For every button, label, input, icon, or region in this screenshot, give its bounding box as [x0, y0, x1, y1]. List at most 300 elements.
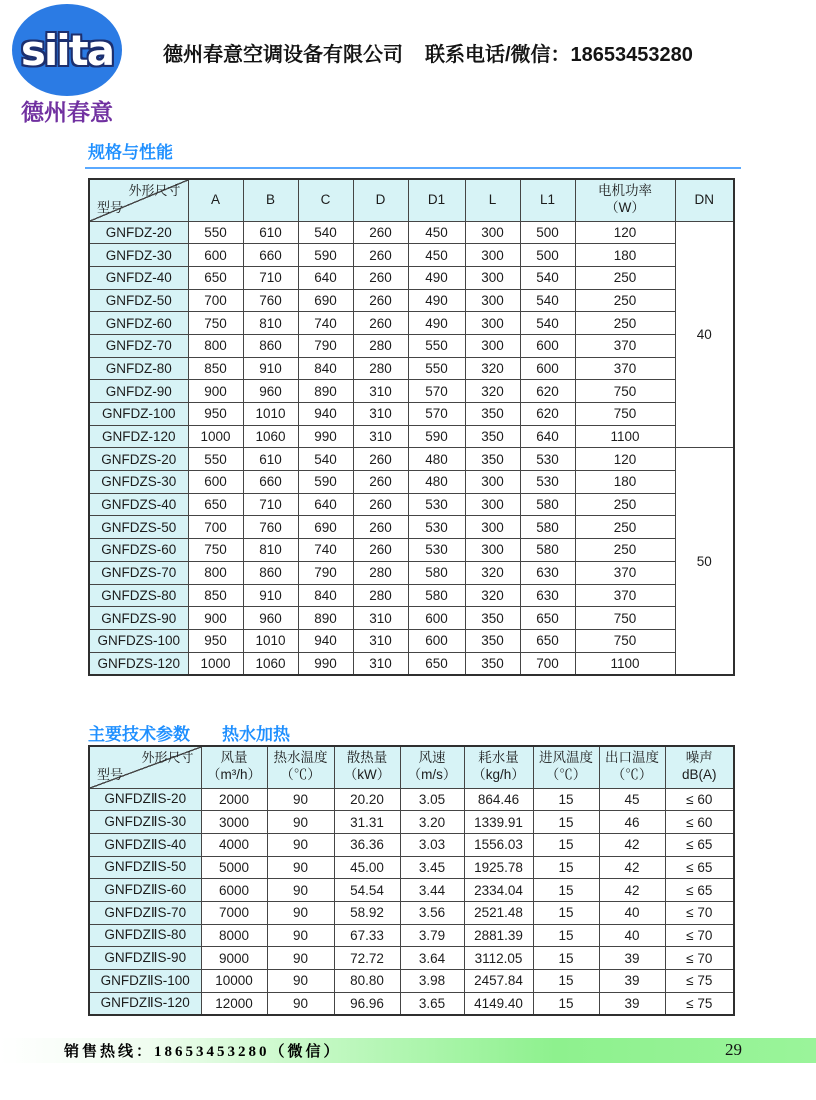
value-cell: 40	[599, 924, 665, 947]
table-row	[89, 879, 734, 902]
value-cell: 260	[353, 539, 408, 562]
value-cell: 370	[575, 584, 675, 607]
value-cell: 8000	[201, 924, 267, 947]
value-cell: 600	[188, 471, 243, 494]
value-cell: 950	[188, 403, 243, 426]
value-cell: 580	[520, 516, 575, 539]
value-cell: 650	[520, 607, 575, 630]
value-cell: 840	[298, 357, 353, 380]
value-cell: 860	[243, 561, 298, 584]
value-cell: 9000	[201, 947, 267, 970]
column-header: 噪声 dB(A)	[665, 746, 734, 788]
value-cell: 910	[243, 584, 298, 607]
value-cell: ≤ 60	[665, 788, 734, 811]
value-cell: 580	[408, 561, 465, 584]
section1-title-text: 规格与性能	[88, 143, 173, 162]
table-row	[89, 629, 734, 652]
value-cell: 630	[520, 584, 575, 607]
value-cell: 750	[575, 380, 675, 403]
value-cell: 90	[267, 811, 334, 834]
spec-table-body	[89, 221, 734, 675]
value-cell: 580	[520, 539, 575, 562]
value-cell: 40	[599, 901, 665, 924]
table-row	[89, 811, 734, 834]
model-cell: GNFDZS-70	[89, 561, 188, 584]
model-cell: GNFDZⅡS-60	[89, 879, 201, 902]
value-cell: 650	[188, 266, 243, 289]
value-cell: 620	[520, 403, 575, 426]
value-cell: 480	[408, 471, 465, 494]
model-cell: GNFDZS-20	[89, 448, 188, 471]
column-header: 散热量 （kW）	[334, 746, 400, 788]
value-cell: 36.36	[334, 833, 400, 856]
value-cell: 2457.84	[464, 970, 533, 993]
value-cell: 180	[575, 244, 675, 267]
value-cell: 300	[465, 539, 520, 562]
value-cell: 15	[533, 811, 599, 834]
value-cell: 45.00	[334, 856, 400, 879]
column-header: 风速 （m/s）	[400, 746, 464, 788]
value-cell: ≤ 70	[665, 924, 734, 947]
model-cell: GNFDZS-40	[89, 493, 188, 516]
value-cell: 710	[243, 493, 298, 516]
value-cell: 370	[575, 561, 675, 584]
value-cell: 2334.04	[464, 879, 533, 902]
value-cell: 260	[353, 221, 408, 244]
model-cell: GNFDZⅡS-90	[89, 947, 201, 970]
model-cell: GNFDZⅡS-70	[89, 901, 201, 924]
model-cell: GNFDZ-100	[89, 403, 188, 426]
table-row	[89, 970, 734, 993]
value-cell: 120	[575, 221, 675, 244]
value-cell: 960	[243, 607, 298, 630]
value-cell: 250	[575, 289, 675, 312]
value-cell: 600	[520, 334, 575, 357]
page-number: 29	[725, 1040, 742, 1059]
value-cell: 600	[408, 607, 465, 630]
value-cell: 740	[298, 312, 353, 335]
value-cell: 490	[408, 289, 465, 312]
table-row	[89, 947, 734, 970]
value-cell: 300	[465, 312, 520, 335]
column-header: C	[298, 179, 353, 221]
value-cell: 1000	[188, 425, 243, 448]
column-header: 进风温度 （℃）	[533, 746, 599, 788]
value-cell: 350	[465, 448, 520, 471]
value-cell: 1100	[575, 652, 675, 675]
table-row	[89, 403, 734, 426]
value-cell: 1010	[243, 403, 298, 426]
value-cell: 790	[298, 561, 353, 584]
contact-phone: 联系电话/微信：18653453280	[425, 44, 693, 66]
table-row	[89, 357, 734, 380]
value-cell: 6000	[201, 879, 267, 902]
value-cell: 640	[520, 425, 575, 448]
value-cell: 1339.91	[464, 811, 533, 834]
value-cell: 700	[188, 516, 243, 539]
value-cell: 3.98	[400, 970, 464, 993]
value-cell: 260	[353, 448, 408, 471]
dn-cell: 50	[675, 448, 734, 675]
column-header: 风量 （m³/h）	[201, 746, 267, 788]
value-cell: 750	[188, 539, 243, 562]
value-cell: 3000	[201, 811, 267, 834]
model-cell: GNFDZⅡS-80	[89, 924, 201, 947]
table-row	[89, 561, 734, 584]
value-cell: 660	[243, 244, 298, 267]
column-header: 出口温度 （℃）	[599, 746, 665, 788]
value-cell: 540	[298, 221, 353, 244]
value-cell: 90	[267, 833, 334, 856]
value-cell: 700	[520, 652, 575, 675]
table-row	[89, 425, 734, 448]
model-cell: GNFDZ-20	[89, 221, 188, 244]
column-header: D	[353, 179, 408, 221]
value-cell: 550	[188, 221, 243, 244]
value-cell: 310	[353, 380, 408, 403]
value-cell: 90	[267, 856, 334, 879]
value-cell: 310	[353, 629, 408, 652]
value-cell: 260	[353, 516, 408, 539]
model-cell: GNFDZⅡS-100	[89, 970, 201, 993]
value-cell: 650	[188, 493, 243, 516]
value-cell: 72.72	[334, 947, 400, 970]
value-cell: 180	[575, 471, 675, 494]
column-header: B	[243, 179, 298, 221]
value-cell: 310	[353, 403, 408, 426]
value-cell: 260	[353, 493, 408, 516]
table-row	[89, 992, 734, 1015]
value-cell: 39	[599, 992, 665, 1015]
model-cell: GNFDZS-100	[89, 629, 188, 652]
table-row	[89, 312, 734, 335]
value-cell: 810	[243, 539, 298, 562]
value-cell: 740	[298, 539, 353, 562]
value-cell: 890	[298, 607, 353, 630]
value-cell: 15	[533, 947, 599, 970]
value-cell: ≤ 70	[665, 947, 734, 970]
table-row	[89, 266, 734, 289]
column-header: 耗水量 （kg/h）	[464, 746, 533, 788]
value-cell: 840	[298, 584, 353, 607]
model-cell: GNFDZ-90	[89, 380, 188, 403]
value-cell: 550	[188, 448, 243, 471]
model-cell: GNFDZⅡS-50	[89, 856, 201, 879]
value-cell: 960	[243, 380, 298, 403]
value-cell: 910	[243, 357, 298, 380]
table-row	[89, 833, 734, 856]
value-cell: 600	[408, 629, 465, 652]
model-cell: GNFDZ-80	[89, 357, 188, 380]
value-cell: 610	[243, 448, 298, 471]
value-cell: 280	[353, 561, 408, 584]
value-cell: 280	[353, 584, 408, 607]
value-cell: ≤ 65	[665, 879, 734, 902]
value-cell: 630	[520, 561, 575, 584]
column-header: DN	[675, 179, 734, 221]
value-cell: 54.54	[334, 879, 400, 902]
value-cell: 940	[298, 403, 353, 426]
value-cell: 530	[520, 448, 575, 471]
value-cell: 300	[465, 244, 520, 267]
value-cell: 90	[267, 788, 334, 811]
value-cell: 4149.40	[464, 992, 533, 1015]
value-cell: 950	[188, 629, 243, 652]
model-cell: GNFDZⅡS-30	[89, 811, 201, 834]
value-cell: 15	[533, 970, 599, 993]
value-cell: 750	[188, 312, 243, 335]
value-cell: 300	[465, 266, 520, 289]
spec-table-header-row	[89, 179, 734, 221]
value-cell: 810	[243, 312, 298, 335]
table-row	[89, 289, 734, 312]
value-cell: 490	[408, 266, 465, 289]
column-header: D1	[408, 179, 465, 221]
model-cell: GNFDZS-60	[89, 539, 188, 562]
value-cell: 3.03	[400, 833, 464, 856]
sales-hotline: 销售热线：18653453280（微信）	[64, 1044, 342, 1060]
value-cell: 650	[520, 629, 575, 652]
table-row	[89, 244, 734, 267]
value-cell: 80.80	[334, 970, 400, 993]
value-cell: 864.46	[464, 788, 533, 811]
value-cell: 39	[599, 947, 665, 970]
value-cell: 320	[465, 561, 520, 584]
value-cell: 320	[465, 380, 520, 403]
value-cell: 350	[465, 652, 520, 675]
params-table-header-row	[89, 746, 734, 788]
value-cell: ≤ 60	[665, 811, 734, 834]
value-cell: 15	[533, 856, 599, 879]
value-cell: 260	[353, 266, 408, 289]
value-cell: 3.64	[400, 947, 464, 970]
value-cell: 3.20	[400, 811, 464, 834]
value-cell: 3.79	[400, 924, 464, 947]
value-cell: 710	[243, 266, 298, 289]
value-cell: 570	[408, 380, 465, 403]
value-cell: 7000	[201, 901, 267, 924]
value-cell: 700	[188, 289, 243, 312]
value-cell: 20.20	[334, 788, 400, 811]
value-cell: 15	[533, 901, 599, 924]
value-cell: 120	[575, 448, 675, 471]
table-row	[89, 901, 734, 924]
model-cell: GNFDZ-50	[89, 289, 188, 312]
value-cell: 540	[520, 289, 575, 312]
value-cell: 620	[520, 380, 575, 403]
value-cell: 940	[298, 629, 353, 652]
value-cell: 800	[188, 561, 243, 584]
value-cell: 4000	[201, 833, 267, 856]
value-cell: 990	[298, 652, 353, 675]
section1-underline	[85, 167, 741, 169]
value-cell: 15	[533, 992, 599, 1015]
corner-header-cell	[89, 746, 201, 788]
corner-label-model: 型号	[97, 767, 124, 783]
corner-label-dimensions: 外形尺寸	[141, 750, 194, 765]
value-cell: 550	[408, 357, 465, 380]
value-cell: 1060	[243, 425, 298, 448]
value-cell: 540	[298, 448, 353, 471]
value-cell: 320	[465, 584, 520, 607]
model-cell: GNFDZS-80	[89, 584, 188, 607]
value-cell: 640	[298, 493, 353, 516]
table-row	[89, 334, 734, 357]
value-cell: 320	[465, 357, 520, 380]
value-cell: ≤ 75	[665, 992, 734, 1015]
value-cell: 260	[353, 244, 408, 267]
value-cell: 900	[188, 607, 243, 630]
value-cell: 3.56	[400, 901, 464, 924]
value-cell: 590	[298, 244, 353, 267]
value-cell: 610	[243, 221, 298, 244]
value-cell: 280	[353, 357, 408, 380]
table-row	[89, 584, 734, 607]
value-cell: 580	[408, 584, 465, 607]
value-cell: 15	[533, 924, 599, 947]
spec-table	[88, 178, 735, 676]
value-cell: 480	[408, 448, 465, 471]
value-cell: 300	[465, 493, 520, 516]
model-cell: GNFDZ-70	[89, 334, 188, 357]
value-cell: 250	[575, 493, 675, 516]
value-cell: 350	[465, 607, 520, 630]
value-cell: 90	[267, 879, 334, 902]
value-cell: 590	[408, 425, 465, 448]
value-cell: 850	[188, 584, 243, 607]
value-cell: 370	[575, 357, 675, 380]
corner-label-dimensions: 外形尺寸	[128, 183, 181, 198]
table-row	[89, 652, 734, 675]
value-cell: 500	[520, 244, 575, 267]
value-cell: 90	[267, 924, 334, 947]
value-cell: 300	[465, 471, 520, 494]
value-cell: 300	[465, 516, 520, 539]
column-header: 热水温度 （℃）	[267, 746, 334, 788]
value-cell: 280	[353, 334, 408, 357]
value-cell: 350	[465, 425, 520, 448]
value-cell: 550	[408, 334, 465, 357]
company-name: 德州春意空调设备有限公司	[163, 44, 403, 66]
model-cell: GNFDZS-30	[89, 471, 188, 494]
value-cell: 530	[408, 493, 465, 516]
value-cell: 1010	[243, 629, 298, 652]
column-header: 电机功率 （W）	[575, 179, 675, 221]
model-cell: GNFDZS-120	[89, 652, 188, 675]
value-cell: 3.45	[400, 856, 464, 879]
value-cell: 46	[599, 811, 665, 834]
value-cell: 42	[599, 856, 665, 879]
table-row	[89, 516, 734, 539]
value-cell: ≤ 65	[665, 833, 734, 856]
value-cell: 1925.78	[464, 856, 533, 879]
value-cell: 1556.03	[464, 833, 533, 856]
value-cell: 96.96	[334, 992, 400, 1015]
table-row	[89, 448, 734, 471]
table-row	[89, 856, 734, 879]
table-row	[89, 607, 734, 630]
logo-wordmark: siita	[20, 25, 114, 75]
logo-chinese-name: 德州春意	[21, 99, 113, 125]
params-table-body	[89, 788, 734, 1015]
model-cell: GNFDZ-40	[89, 266, 188, 289]
value-cell: 3.44	[400, 879, 464, 902]
value-cell: 600	[188, 244, 243, 267]
value-cell: 3112.05	[464, 947, 533, 970]
value-cell: 15	[533, 788, 599, 811]
value-cell: 31.31	[334, 811, 400, 834]
value-cell: 650	[408, 652, 465, 675]
value-cell: 860	[243, 334, 298, 357]
value-cell: 590	[298, 471, 353, 494]
value-cell: 310	[353, 652, 408, 675]
value-cell: ≤ 70	[665, 901, 734, 924]
model-cell: GNFDZⅡS-40	[89, 833, 201, 856]
value-cell: 260	[353, 471, 408, 494]
value-cell: 12000	[201, 992, 267, 1015]
value-cell: 67.33	[334, 924, 400, 947]
section2-title-left: 主要技术参数	[88, 725, 190, 744]
company-logo	[12, 4, 122, 96]
value-cell: 660	[243, 471, 298, 494]
value-cell: 300	[465, 289, 520, 312]
value-cell: 45	[599, 788, 665, 811]
table-row	[89, 788, 734, 811]
value-cell: 90	[267, 992, 334, 1015]
value-cell: 42	[599, 833, 665, 856]
table-row	[89, 924, 734, 947]
value-cell: 90	[267, 947, 334, 970]
value-cell: 10000	[201, 970, 267, 993]
value-cell: 490	[408, 312, 465, 335]
value-cell: 760	[243, 516, 298, 539]
value-cell: 790	[298, 334, 353, 357]
value-cell: 300	[465, 334, 520, 357]
section-title-params	[88, 720, 290, 745]
dn-cell: 40	[675, 221, 734, 448]
value-cell: 5000	[201, 856, 267, 879]
value-cell: 750	[575, 403, 675, 426]
model-cell: GNFDZS-50	[89, 516, 188, 539]
footer-bar	[0, 1038, 816, 1063]
value-cell: 250	[575, 516, 675, 539]
column-header: L1	[520, 179, 575, 221]
value-cell: 90	[267, 970, 334, 993]
model-cell: GNFDZ-120	[89, 425, 188, 448]
value-cell: 450	[408, 244, 465, 267]
params-table	[88, 745, 735, 1016]
value-cell: 530	[520, 471, 575, 494]
value-cell: 250	[575, 266, 675, 289]
value-cell: 90	[267, 901, 334, 924]
section-title-specs	[88, 138, 173, 163]
table-row	[89, 380, 734, 403]
value-cell: 900	[188, 380, 243, 403]
value-cell: 750	[575, 607, 675, 630]
value-cell: 540	[520, 312, 575, 335]
table-row	[89, 471, 734, 494]
value-cell: 350	[465, 403, 520, 426]
value-cell: 260	[353, 312, 408, 335]
value-cell: 760	[243, 289, 298, 312]
value-cell: 2521.48	[464, 901, 533, 924]
value-cell: 990	[298, 425, 353, 448]
value-cell: 580	[520, 493, 575, 516]
value-cell: 1000	[188, 652, 243, 675]
value-cell: 890	[298, 380, 353, 403]
model-cell: GNFDZ-30	[89, 244, 188, 267]
column-header: A	[188, 179, 243, 221]
